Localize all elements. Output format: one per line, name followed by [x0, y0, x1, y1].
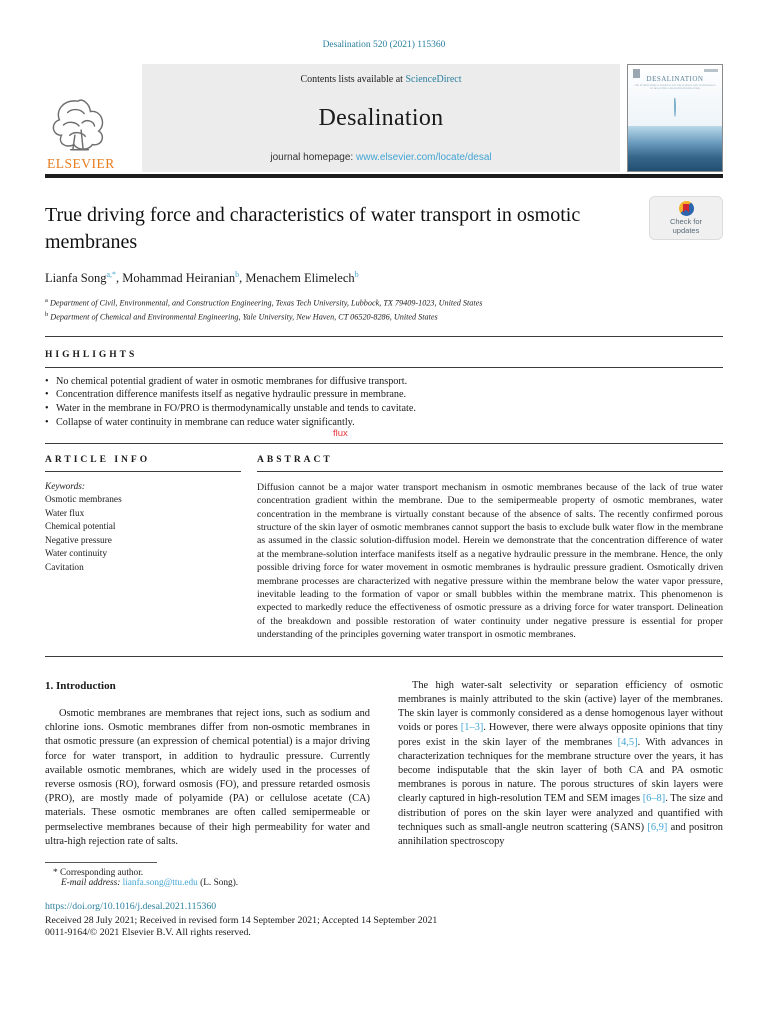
email-suffix: (L. Song).	[197, 878, 239, 889]
keyword: Water continuity	[45, 549, 107, 560]
right-column	[398, 679, 723, 849]
page-title: True driving force and characteristics of water transport in osmotic membranes	[45, 204, 581, 253]
homepage-link[interactable]: www.elsevier.com/locate/desal	[356, 152, 492, 163]
keywords-block	[45, 481, 241, 576]
title-block	[45, 202, 723, 256]
info-abstract-section	[45, 455, 723, 642]
body-text: . However, there were always opposite opinions that tiny pores exist in the skin layer of the membranes	[398, 722, 723, 748]
highlights-heading: HIGHLIGHTS	[45, 349, 138, 360]
check-updates-badge[interactable]	[649, 196, 723, 240]
journal-cover-thumbnail[interactable]	[627, 64, 723, 172]
footnote-block	[45, 862, 370, 888]
highlight-item	[45, 375, 723, 389]
body-text: . With advances in characterization techniques for the membrane structure over the years, it has become indisputable that the skin layer of both CA and PA osmotic membranes is porous in nature. The porous structures of skin layers were clearly captured in high-resolution TEM and SEM images	[398, 736, 723, 805]
affil-sup: a	[45, 297, 48, 305]
highlight-item	[45, 416, 723, 440]
keyword: Osmotic membranes	[45, 495, 122, 506]
header-divider-bar	[45, 174, 723, 178]
author-name: Lianfa Song	[45, 271, 107, 286]
divider	[45, 336, 723, 337]
affil-text: Department of Chemical and Environmental Engineering, Yale University, New Haven, CT 06520-8286, United States	[48, 313, 438, 323]
body-text: . The size and distribution of pores on the skin layer were analyzed and quantified with techniques such as small-angle neutron scattering (SANS)	[398, 793, 723, 833]
footnote-divider	[45, 862, 157, 863]
highlight-text: Water in the membrane in FO/PRO is thermodynamically unstable and tends to cavitate.	[56, 403, 416, 415]
divider	[45, 471, 241, 472]
check-updates-label: Check for updates	[669, 217, 703, 235]
email-label: E-mail address:	[61, 878, 123, 889]
abstract-heading: ABSTRACT	[257, 454, 333, 465]
article-info-heading: ARTICLE INFO	[45, 454, 151, 465]
left-column	[45, 679, 370, 849]
body-text: The high water-salt selectivity or separation efficiency of osmotic membranes is mainly attributed to the skin (active) layer of the membranes. The skin layer is commonly considered as a dense homogenous layer without voids or pores	[398, 679, 723, 734]
author-name: , Menachem Elimelech	[239, 271, 355, 286]
author-affil-sup[interactable]: b	[235, 270, 240, 279]
author-name: , Mohammad Heiranian	[116, 271, 236, 286]
author-affil-sup[interactable]: b	[354, 270, 359, 279]
highlight-item	[45, 402, 723, 416]
author-affil-sup[interactable]: a,*	[106, 270, 117, 279]
citation-ref[interactable]: [1–3]	[460, 722, 484, 734]
crossmark-icon	[679, 201, 694, 216]
affiliation-line	[45, 295, 723, 309]
highlights-list	[45, 375, 723, 440]
affiliations	[45, 295, 723, 323]
elsevier-logo	[45, 64, 142, 172]
divider	[45, 443, 723, 444]
email-link[interactable]: lianfa.song@ttu.edu	[122, 878, 198, 889]
keyword: Cavitation	[45, 562, 84, 573]
cover-ocean-photo	[628, 126, 722, 171]
corresponding-author-note: * Corresponding author.	[53, 868, 144, 879]
elsevier-tree-icon	[47, 96, 109, 158]
keyword: Water flux	[45, 508, 85, 519]
cover-title: DESALINATION	[646, 75, 704, 83]
section-heading: 1. Introduction	[45, 679, 116, 692]
abstract-text: Diffusion cannot be a major water transport mechanism in osmotic membranes because of the lack of true water concentration gradient within the membrane. Due to the semipermeable property of osmotic membranes, water concentration in the membrane is virtually constant because of the absence of salts. The recently confirmed porous structure of the skin layer of osmotic membranes cannot support the basis to exclude bulk water flow in the membrane as assumed in the classic solution-diffusion model. Herein we demonstrate that the concentration difference of water at the membrane-solution interface manifests itself as a negative hydraulic pressure in the membrane. Hence, the only possible driving force for water movement in osmotic membranes is hydraulic pressure gradient. Osmotically driven membrane processes are characterized with negative pressure within the membrane below the water vapor pressure, inevitable leading to the formation of vapor or small bubbles within the membrane matrix. This phenomenon is expected to markedly reduce the effectiveness of osmotic pressure as a driving force for water transport. Delineation of the breakdown and possible restoration of water continuity under negative pressure is essential for proper understanding of the principles governing water transport in osmotic membranes.	[257, 481, 723, 641]
citation-ref[interactable]: [6–8]	[642, 793, 666, 805]
homepage-line	[270, 152, 491, 163]
journal-citation: Desalination 520 (2021) 115360	[322, 40, 446, 50]
highlight-item	[45, 388, 723, 402]
cover-top	[628, 65, 722, 126]
doi-line	[45, 901, 723, 912]
water-droplet-icon	[674, 99, 676, 117]
keywords-label: Keywords:	[45, 481, 85, 492]
flux-correction-annotation: flux	[333, 428, 348, 440]
keyword: Negative pressure	[45, 535, 112, 546]
body-paragraph	[398, 679, 723, 849]
copyright-line: 0011-9164/© 2021 Elsevier B.V. All rights reserved.	[45, 927, 251, 939]
body-columns	[45, 679, 723, 849]
homepage-prefix: journal homepage:	[270, 152, 356, 163]
elsevier-wordmark: ELSEVIER	[47, 156, 115, 171]
citation-ref[interactable]: [4,5]	[617, 736, 638, 748]
affiliation-line	[45, 309, 723, 323]
highlight-text: Collapse of water continuity in membrane can reduce water significantly.	[56, 417, 355, 429]
cover-volume-mark	[704, 69, 718, 72]
received-dates: Received 28 July 2021; Received in revised form 14 September 2021; Accepted 14 September 2021	[45, 915, 438, 927]
divider	[45, 656, 723, 657]
keyword: Chemical potential	[45, 522, 116, 533]
email-line	[45, 878, 370, 888]
contents-line	[300, 74, 461, 85]
journal-header	[45, 64, 723, 172]
journal-name: Desalination	[318, 105, 444, 131]
affil-sup: b	[45, 311, 49, 319]
article-info-column	[45, 455, 241, 642]
highlight-text: Concentration difference manifests itself as negative hydraulic pressure in membrane.	[56, 389, 407, 401]
cover-publisher-mark	[633, 69, 640, 78]
affil-text: Department of Civil, Environmental, and Construction Engineering, Texas Tech University, Lubbock, TX 79409-1023, United States	[47, 298, 483, 308]
sciencedirect-link[interactable]: ScienceDirect	[405, 74, 462, 85]
author-line	[45, 270, 723, 286]
abstract-column	[257, 455, 723, 642]
divider	[257, 471, 723, 472]
intro-paragraph: Osmotic membranes are membranes that reject ions, such as sodium and chlorine ions. Osmotic membranes differ from non-osmotic membranes in that osmotic pressure (an expression of chemical potential) is a major driving force for water transport, in addition to hydraulic pressure. Currently available osmotic membranes, which are widely used in the processes of reverse osmosis (RO), forward osmosis (FO), and pressure retarded osmosis (PRO), are mostly made of polyamide (PA) or cellulose acetate (CA) materials. These osmotic membranes are often called semipermeable or permselective membranes because of their high permeability for water and ultra-high rejection rate of salts.	[45, 707, 370, 847]
citation-ref[interactable]: [6,9]	[647, 821, 668, 833]
body-text: and positron annihilation spectroscopy	[398, 821, 723, 847]
journal-masthead	[142, 64, 620, 172]
doi-link[interactable]: https://doi.org/10.1016/j.desal.2021.115360	[45, 901, 217, 913]
cover-subtitle: THE INTERNATIONAL JOURNAL ON THE SCIENCE AND TECHNOLOGY OF DESALTING AND WATER PURIFICATION	[634, 84, 716, 90]
divider	[45, 367, 723, 368]
highlight-text: No chemical potential gradient of water in osmotic membranes for diffusive transport.	[56, 375, 408, 387]
contents-prefix: Contents lists available at	[300, 74, 406, 85]
